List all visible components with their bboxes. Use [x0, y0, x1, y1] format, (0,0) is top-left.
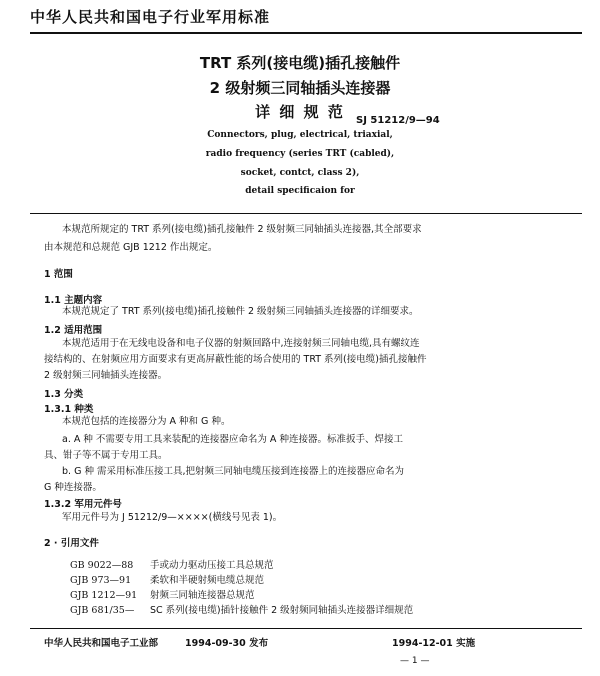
section-1-2-text-1: 本规范适用于在无线电设备和电子仪器的射频回路中,连接射频三同轴电缆,具有螺纹连: [62, 338, 420, 349]
reference-title: 柔软和半硬射频电缆总规范: [150, 575, 265, 586]
issue-date: 1994-09-30 发布: [185, 638, 269, 649]
english-title-line-1: Connectors, plug, electrical, triaxial,: [207, 130, 393, 140]
section-1-3-1-text: 本规范包括的连接器分为 A 种和 G 种。: [62, 416, 231, 427]
issuer: 中华人民共和国电子工业部: [44, 638, 159, 649]
effective-date: 1994-12-01 实施: [392, 638, 476, 649]
title-line-2: 2 级射频三同轴插头连接器: [209, 79, 391, 97]
type-a-line-1: a. A 种 不需要专用工具来装配的连接器应命名为 A 种连接器。标准扳手、焊接工: [62, 434, 403, 445]
section-1-2-heading: 1.2 适用范围: [44, 325, 103, 336]
reference-title: 射频三同轴连接器总规范: [150, 590, 255, 601]
type-a-line-2: 具、钳子等不属于专用工具。: [44, 450, 168, 461]
reference-code: GJB 973—91: [70, 575, 132, 586]
standard-type-header: 中华人民共和国电子行业军用标准: [30, 8, 271, 26]
section-1-3-heading: 1.3 分类: [44, 389, 84, 400]
title-line-3: 详 细 规 范: [255, 103, 345, 121]
section-1-3-2-heading: 1.3.2 军用元件号: [44, 499, 122, 510]
header-rule: [30, 32, 582, 34]
reference-code: GJB 1212—91: [70, 590, 138, 601]
section-1-heading: 1 范围: [44, 269, 73, 280]
reference-title: SC 系列(接电缆)插针接触件 2 级射频同轴插头连接器详细规范: [150, 605, 414, 616]
section-1-1-heading: 1.1 主题内容: [44, 295, 103, 306]
type-g-line-1: b. G 种 需采用标准压接工具,把射频三同轴电缆压接到连接器上的连接器应命名为: [62, 466, 404, 477]
english-title-line-3: socket, contct, class 2),: [240, 168, 360, 178]
section-1-3-2-text: 军用元件号为 J 51212/9—××××(横线号见表 1)。: [62, 512, 283, 523]
intro-line-1: 本规范所规定的 TRT 系列(接电缆)插孔接触件 2 级射频三同轴插头连接器,其全部要求: [62, 224, 422, 235]
section-1-2-text-3: 2 级射频三同轴插头连接器。: [44, 370, 168, 381]
reference-code: GB 9022—88: [70, 560, 134, 571]
intro-line-2: 由本规范和总规范 GJB 1212 作出规定。: [44, 242, 218, 253]
reference-title: 手或动力驱动压接工具总规范: [150, 560, 274, 571]
english-title-line-2: radio frequency (series TRT (cabled),: [205, 149, 395, 159]
title-line-1: TRT 系列(接电缆)插孔接触件: [199, 54, 401, 72]
reference-code: GJB 681/35—: [70, 605, 135, 616]
section-2-heading: 2 · 引用文件: [44, 538, 99, 549]
page-number: — 1 —: [400, 656, 430, 666]
section-1-3-1-heading: 1.3.1 种类: [44, 404, 94, 415]
type-g-line-2: G 种连接器。: [44, 482, 102, 493]
section-1-2-text-2: 接结构的、在射频应用方面要求有更高屏蔽性能的场合使用的 TRT 系列(接电缆)插孔接触件: [44, 354, 427, 365]
footer-rule: [30, 628, 582, 629]
english-title-line-4: detail specificaion for: [245, 186, 355, 196]
section-1-1-text: 本规范规定了 TRT 系列(接电缆)插孔接触件 2 级射频三同轴插头连接器的详细要求。: [62, 306, 419, 317]
title-divider: [30, 213, 582, 214]
document-number: SJ 51212/9—94: [356, 115, 440, 126]
